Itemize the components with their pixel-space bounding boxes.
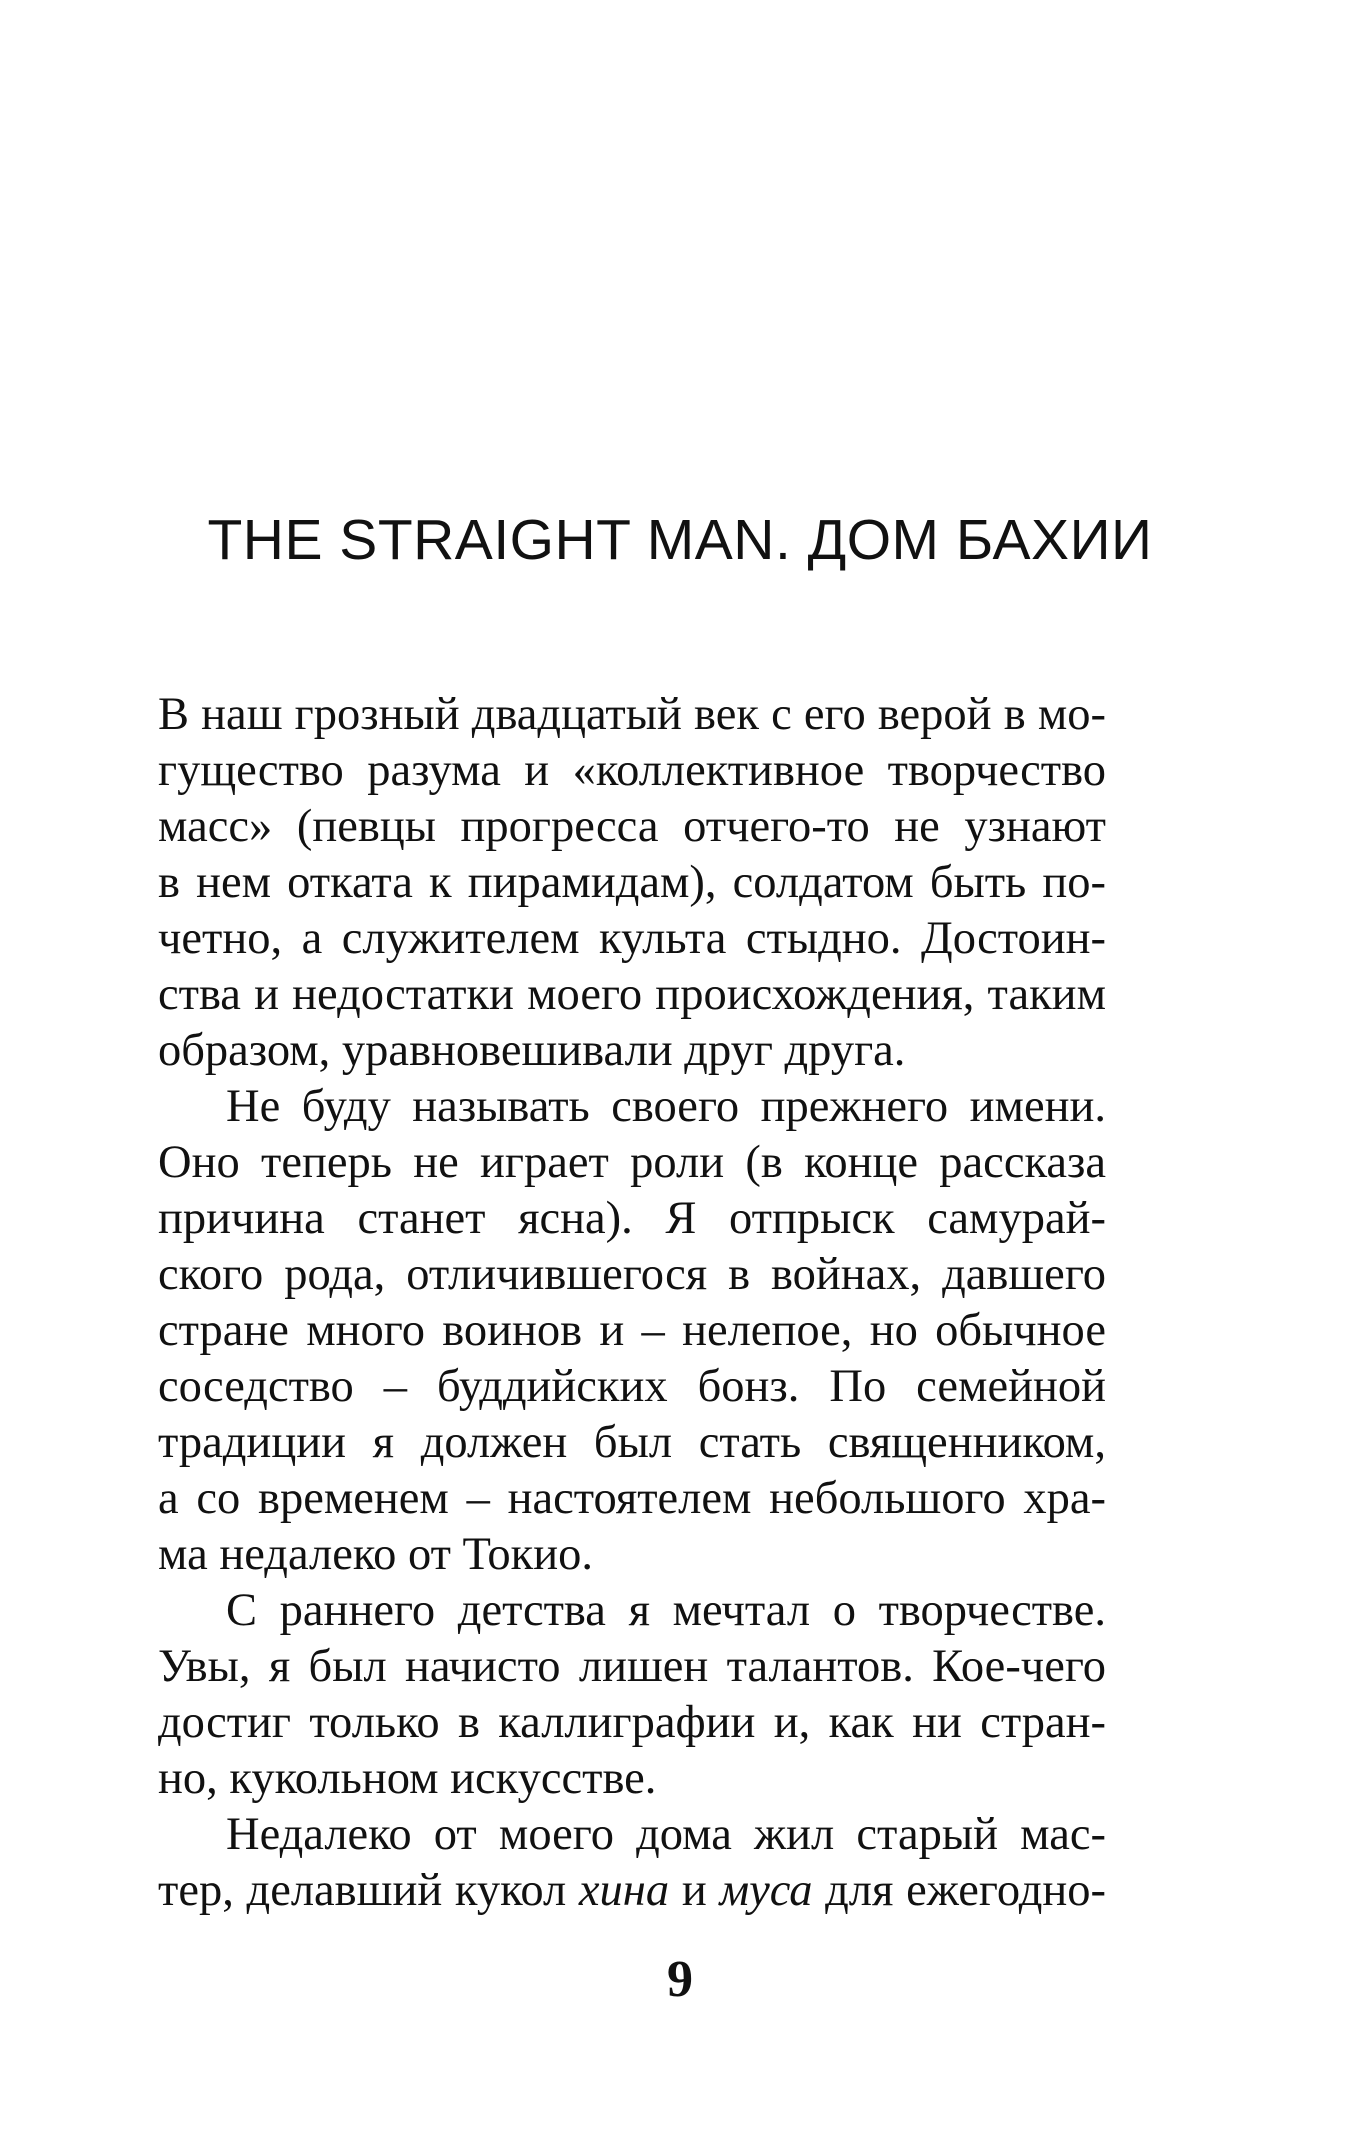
text-line: ства и недостатки моего происхождения, таким — [158, 969, 1106, 1020]
text-line: Не буду называть своего прежнего имени. — [226, 1081, 1106, 1132]
text-line: Увы, я был начисто лишен талантов. Кое-чего — [158, 1641, 1106, 1692]
text-line: Недалеко от моего дома жил старый мас- — [226, 1809, 1106, 1860]
text-line: соседство – буддийских бонз. По семейной — [158, 1361, 1106, 1412]
text-fragment: тер, делавший кукол — [158, 1865, 579, 1916]
text-line: Оно теперь не играет роли (в конце рассказа — [158, 1137, 1106, 1188]
text-line-with-italics — [158, 1863, 1106, 1919]
text-fragment: для ежегодно- — [812, 1865, 1107, 1916]
text-line: традиции я должен был стать священником, — [158, 1417, 1106, 1468]
text-line: образом, уравновешивали друг друга. — [158, 1025, 906, 1076]
page-number: 9 — [667, 1951, 693, 2008]
text-line: С раннего детства я мечтал о творчестве. — [226, 1585, 1106, 1636]
text-line: в нем отката к пирамидам), солдатом быть по- — [158, 857, 1106, 908]
chapter-title: THE STRAIGHT MAN. ДОМ БАХИИ — [207, 508, 1153, 572]
text-line: четно, а служителем культа стыдно. Достоин- — [158, 913, 1106, 964]
text-fragment: и — [669, 1865, 720, 1916]
text-line: гущество разума и «коллективное творчество — [158, 745, 1106, 796]
text-line: причина станет ясна). Я отпрыск самурай- — [158, 1193, 1106, 1244]
text-line: В наш грозный двадцатый век с его верой в мо- — [158, 689, 1106, 740]
italic-term-hina: хина — [578, 1865, 670, 1916]
text-line: стране много воинов и – нелепое, но обычное — [158, 1305, 1106, 1356]
text-line: а со временем – настоятелем небольшого хра- — [158, 1473, 1106, 1524]
text-line: ма недалеко от Токио. — [158, 1529, 594, 1580]
text-line: но, кукольном искусстве. — [158, 1753, 657, 1804]
text-line: масс» (певцы прогресса отчего-то не узнают — [158, 801, 1106, 852]
text-line: ского рода, отличившегося в войнах, давшего — [158, 1249, 1106, 1300]
italic-term-musa: муса — [719, 1865, 813, 1916]
text-line: достиг только в каллиграфии и, как ни стран- — [158, 1697, 1106, 1748]
body-text — [158, 687, 1106, 1919]
